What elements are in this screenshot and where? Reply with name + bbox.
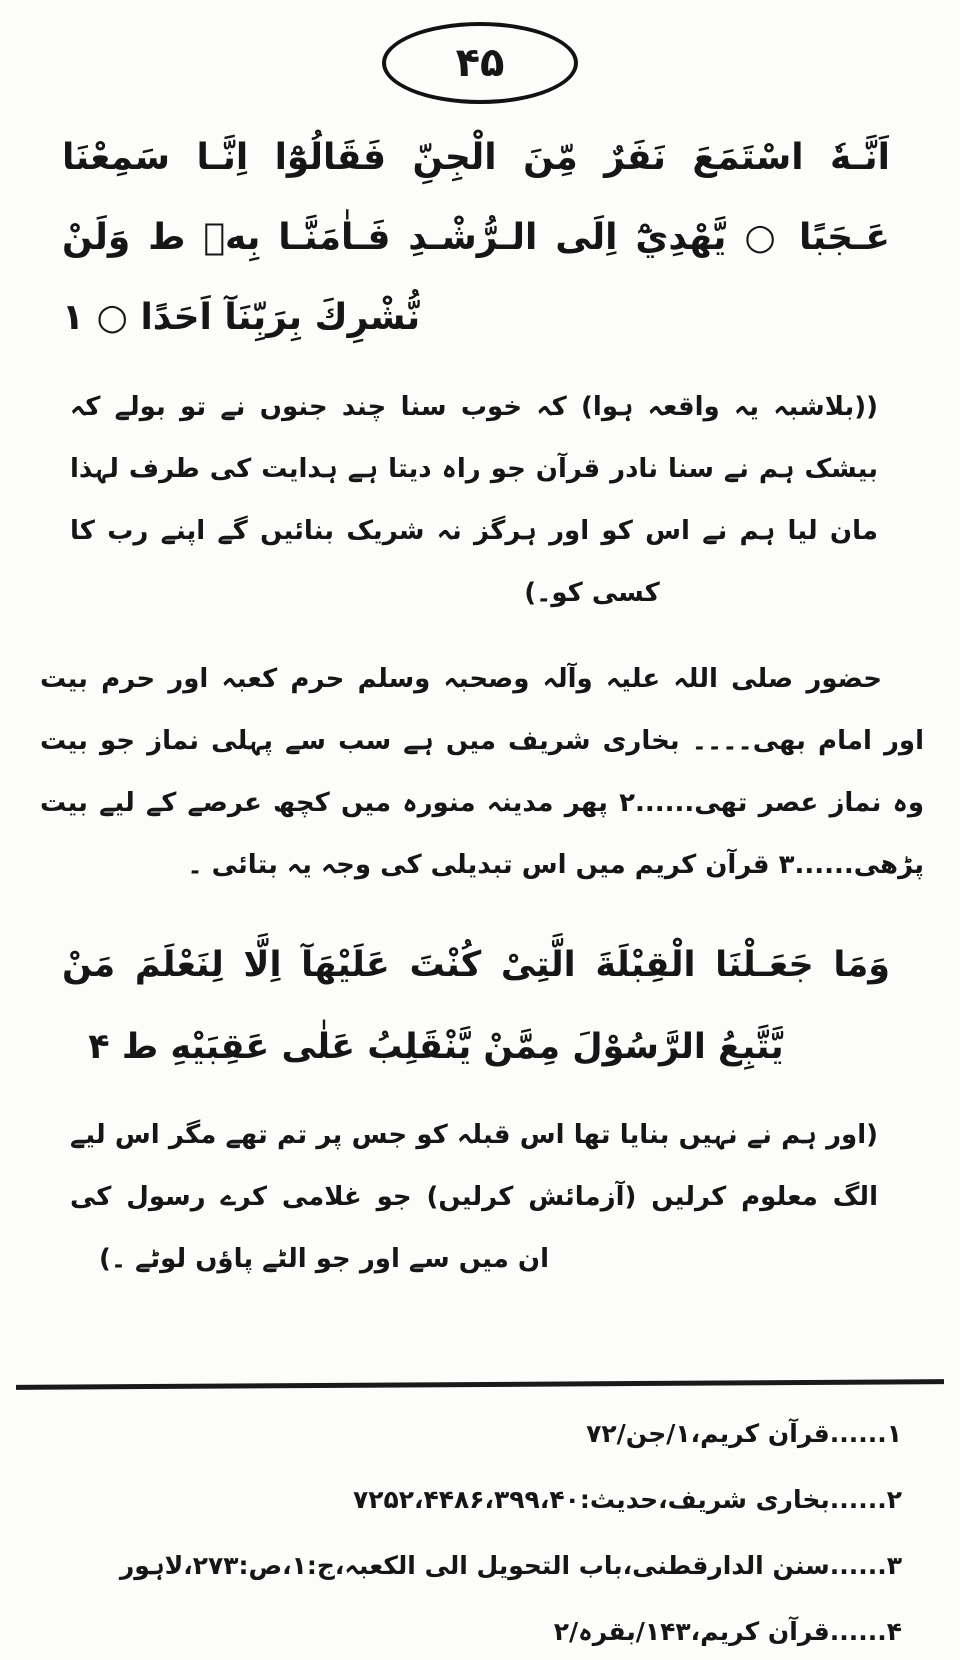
paragraph-line: حضور صلی اللہ علیہ وآلہ وصحبہ وسلم حرم کعبہ اور حرم بیت: [40, 664, 882, 694]
footnotes-section: [24, 1411, 902, 1655]
quran-verse-1: [62, 118, 890, 358]
urdu-translation-2: [70, 1104, 878, 1290]
footnote-item: ۲......بخاری شریف،حدیث:۴۰،‏۳۹۹،‏۴۴۸۶،‏۷۲۵۲: [352, 1485, 902, 1514]
verse-line: عَـجَبًا ○ يَّهْدِيْٓ اِلَى الـرُّشْـدِ فَـاٰمَنَّـا بِهٖ ط وَلَنْ: [62, 217, 890, 258]
body-paragraph: [40, 648, 924, 896]
footnote-divider: [16, 1379, 944, 1390]
paragraph-line: وہ نماز عصر تھی......۲ پھر مدینہ منورہ میں کچھ عرصے کے لیے بیت: [40, 788, 924, 818]
quran-verse-2: [62, 924, 890, 1088]
verse-line: نُّشْرِكَ بِرَبِّنَآ اَحَدًا ○ ۱: [62, 297, 421, 338]
footnote-item: ۱......قرآن کریم،۱/جن/۷۲: [586, 1419, 902, 1448]
footnote-item: ۴......قرآن کریم،۱۴۳/بقرہ/۲: [553, 1617, 902, 1646]
page-number-badge: [382, 22, 578, 104]
urdu-translation-1: [70, 376, 878, 624]
translation-line: کسی کو۔): [524, 578, 660, 608]
translation-line: الگ معلوم کرلیں (آزمائش کرلیں) جو غلامی کرے رسول کی: [70, 1182, 878, 1212]
translation-line: ((بلاشبہ یہ واقعہ ہوا) کہ خوب سنا چند جنوں نے تو بولے کہ: [70, 392, 878, 422]
verse-line: يَّتَّبِعُ الرَّسُوْلَ مِمَّنْ يَّنْقَلِبُ عَلٰى عَقِبَيْهِ ط ۴: [88, 1027, 784, 1067]
paragraph-line: پڑھی......۳ قرآن کریم میں اس تبدیلی کی وجہ یہ بتائی ۔: [187, 850, 924, 880]
verse-line: اَنَّـهٗ اسْتَمَعَ نَفَرٌ مِّنَ الْجِنِّ فَقَالُوْٓا اِنَّـا سَمِعْنَا: [62, 137, 890, 178]
translation-line: مان لیا ہم نے اس کو اور ہرگز نہ شریک بنائیں گے اپنے رب کا: [70, 516, 878, 546]
page-number: ۴۵: [455, 40, 505, 86]
translation-line: ان میں سے اور جو الٹے پاؤں لوٹے ۔): [98, 1244, 550, 1274]
verse-line: وَمَا جَعَـلْنَا الْقِبْلَةَ الَّتِىْ كُنْتَ عَلَيْهَآ اِلَّا لِنَعْلَمَ مَنْ: [62, 945, 890, 985]
paragraph-line: اور امام بھی۔۔۔۔ بخاری شریف میں ہے سب سے پہلی نماز جو بیت: [40, 726, 924, 756]
translation-line: بیشک ہم نے سنا نادر قرآن جو راہ دیتا ہے ہدایت کی طرف لہذا: [70, 454, 878, 484]
translation-line: (اور ہم نے نہیں بنایا تھا اس قبلہ کو جس پر تم تھے مگر اس لیے: [70, 1120, 878, 1150]
footnote-item: ۳......سنن الدارقطنی،باب التحویل الی الکعبہ،ج:۱،ص:۲۷۳،لاہور: [119, 1551, 902, 1580]
